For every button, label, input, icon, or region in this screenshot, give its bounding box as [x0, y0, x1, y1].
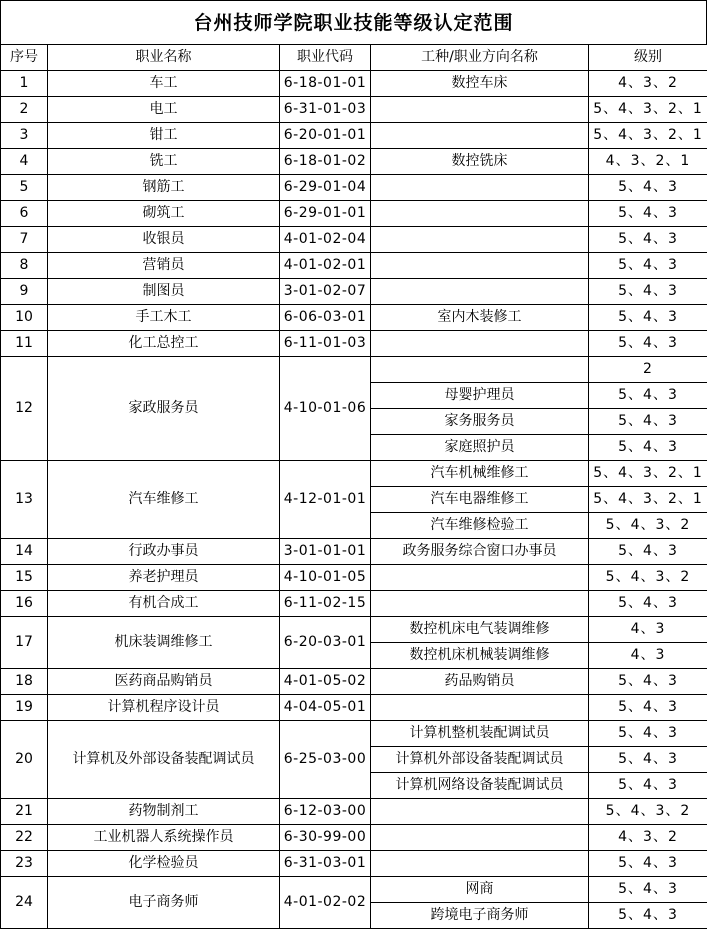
- table-row: [1, 123, 707, 149]
- cell-no: 8: [1, 253, 48, 279]
- cell-direction: 家庭照护员: [371, 435, 589, 461]
- cell-level: 4、3、2: [589, 71, 707, 97]
- cell-level: 5、4、3: [589, 773, 707, 799]
- cell-direction: 药品购销员: [371, 669, 589, 695]
- cell-direction: [371, 825, 589, 851]
- table-row: [1, 591, 707, 617]
- cell-no: 23: [1, 851, 48, 877]
- cell-direction: [371, 253, 589, 279]
- header-code: 职业代码: [280, 45, 371, 71]
- cell-no: 13: [1, 461, 48, 539]
- table-row: [1, 799, 707, 825]
- cell-name: 工业机器人系统操作员: [48, 825, 280, 851]
- cell-level: 5、4、3、2、1: [589, 123, 707, 149]
- cell-direction: [371, 227, 589, 253]
- cell-level: 5、4、3、2、1: [589, 97, 707, 123]
- cell-code: 4-04-05-01: [280, 695, 371, 721]
- cell-name: 电工: [48, 97, 280, 123]
- cell-direction: 计算机网络设备装配调试员: [371, 773, 589, 799]
- cell-no: 14: [1, 539, 48, 565]
- cell-level: 5、4、3: [589, 383, 707, 409]
- header-direction: 工种/职业方向名称: [371, 45, 589, 71]
- table-row: [1, 357, 707, 383]
- cell-direction: [371, 357, 589, 383]
- cell-name: 汽车维修工: [48, 461, 280, 539]
- cell-level: 5、4、3: [589, 201, 707, 227]
- cell-direction: 计算机外部设备装配调试员: [371, 747, 589, 773]
- table-row: [1, 539, 707, 565]
- cell-level: 5、4、3: [589, 175, 707, 201]
- cell-level: 5、4、3: [589, 409, 707, 435]
- cell-level: 2: [589, 357, 707, 383]
- cell-code: 6-20-03-01: [280, 617, 371, 669]
- cell-level: 5、4、3: [589, 227, 707, 253]
- cell-level: 4、3: [589, 617, 707, 643]
- cell-direction: 跨境电子商务师: [371, 903, 589, 929]
- cell-level: 5、4、3: [589, 721, 707, 747]
- table-row: [1, 253, 707, 279]
- cell-code: 6-30-99-00: [280, 825, 371, 851]
- cell-no: 10: [1, 305, 48, 331]
- cell-level: 5、4、3、2、1: [589, 461, 707, 487]
- cell-name: 计算机及外部设备装配调试员: [48, 721, 280, 799]
- cell-no: 3: [1, 123, 48, 149]
- cell-level: 5、4、3: [589, 539, 707, 565]
- cell-direction: 数控机床电气装调维修: [371, 617, 589, 643]
- cell-name: 砌筑工: [48, 201, 280, 227]
- cell-code: 4-01-02-01: [280, 253, 371, 279]
- cell-direction: 政务服务综合窗口办事员: [371, 539, 589, 565]
- cell-direction: [371, 695, 589, 721]
- cell-direction: 汽车维修检验工: [371, 513, 589, 539]
- cell-code: 6-12-03-00: [280, 799, 371, 825]
- cell-direction: 汽车机械维修工: [371, 461, 589, 487]
- cell-code: 6-18-01-01: [280, 71, 371, 97]
- cell-level: 4、3: [589, 643, 707, 669]
- cell-level: 5、4、3: [589, 253, 707, 279]
- cell-direction: 数控铣床: [371, 149, 589, 175]
- cell-code: 6-29-01-01: [280, 201, 371, 227]
- cell-direction: [371, 799, 589, 825]
- cell-code: 6-31-01-03: [280, 97, 371, 123]
- cell-level: 5、4、3: [589, 331, 707, 357]
- cell-level: 5、4、3: [589, 669, 707, 695]
- cell-direction: [371, 591, 589, 617]
- cell-direction: 家务服务员: [371, 409, 589, 435]
- table-row: [1, 565, 707, 591]
- certification-table: [0, 44, 707, 929]
- table-row: [1, 97, 707, 123]
- cell-name: 手工木工: [48, 305, 280, 331]
- cell-name: 钳工: [48, 123, 280, 149]
- cell-name: 收银员: [48, 227, 280, 253]
- cell-no: 5: [1, 175, 48, 201]
- cell-level: 5、4、3: [589, 695, 707, 721]
- cell-level: 5、4、3、2: [589, 565, 707, 591]
- cell-direction: 数控车床: [371, 71, 589, 97]
- cell-code: 4-01-02-02: [280, 877, 371, 929]
- cell-no: 1: [1, 71, 48, 97]
- cell-level: 5、4、3: [589, 877, 707, 903]
- cell-name: 医药商品购销员: [48, 669, 280, 695]
- cell-level: 5、4、3: [589, 305, 707, 331]
- cell-level: 4、3、2、1: [589, 149, 707, 175]
- cell-code: 4-01-02-04: [280, 227, 371, 253]
- cell-no: 22: [1, 825, 48, 851]
- table-row: [1, 669, 707, 695]
- cell-direction: 汽车电器维修工: [371, 487, 589, 513]
- cell-direction: [371, 279, 589, 305]
- cell-name: 铣工: [48, 149, 280, 175]
- cell-level: 5、4、3、2: [589, 513, 707, 539]
- cell-direction: [371, 175, 589, 201]
- cell-name: 家政服务员: [48, 357, 280, 461]
- cell-level: 5、4、3: [589, 279, 707, 305]
- cell-level: 4、3、2: [589, 825, 707, 851]
- cell-code: 4-10-01-06: [280, 357, 371, 461]
- cell-name: 制图员: [48, 279, 280, 305]
- cell-name: 养老护理员: [48, 565, 280, 591]
- cell-no: 24: [1, 877, 48, 929]
- cell-no: 11: [1, 331, 48, 357]
- cell-direction: [371, 97, 589, 123]
- cell-level: 5、4、3: [589, 747, 707, 773]
- cell-no: 12: [1, 357, 48, 461]
- cell-code: 3-01-02-07: [280, 279, 371, 305]
- cell-level: 5、4、3: [589, 435, 707, 461]
- cell-code: 6-11-01-03: [280, 331, 371, 357]
- cell-code: 3-01-01-01: [280, 539, 371, 565]
- cell-level: 5、4、3: [589, 591, 707, 617]
- cell-name: 机床装调维修工: [48, 617, 280, 669]
- cell-level: 5、4、3: [589, 903, 707, 929]
- cell-code: 4-01-05-02: [280, 669, 371, 695]
- cell-no: 16: [1, 591, 48, 617]
- cell-no: 15: [1, 565, 48, 591]
- document-title: 台州技师学院职业技能等级认定范围: [0, 0, 707, 44]
- header-level: 级别: [589, 45, 707, 71]
- cell-direction: 网商: [371, 877, 589, 903]
- table-row: [1, 201, 707, 227]
- table-row: [1, 175, 707, 201]
- cell-direction: 室内木装修工: [371, 305, 589, 331]
- table-row: [1, 227, 707, 253]
- table-row: [1, 71, 707, 97]
- cell-code: 6-31-03-01: [280, 851, 371, 877]
- cell-no: 4: [1, 149, 48, 175]
- cell-no: 21: [1, 799, 48, 825]
- cell-direction: [371, 123, 589, 149]
- cell-level: 5、4、3: [589, 851, 707, 877]
- cell-no: 2: [1, 97, 48, 123]
- table-row: [1, 617, 707, 643]
- cell-name: 化学检验员: [48, 851, 280, 877]
- table-row: [1, 331, 707, 357]
- cell-direction: 母婴护理员: [371, 383, 589, 409]
- cell-name: 钢筋工: [48, 175, 280, 201]
- cell-code: 6-18-01-02: [280, 149, 371, 175]
- cell-name: 营销员: [48, 253, 280, 279]
- cell-code: 6-25-03-00: [280, 721, 371, 799]
- cell-code: 6-06-03-01: [280, 305, 371, 331]
- cell-name: 计算机程序设计员: [48, 695, 280, 721]
- cell-name: 行政办事员: [48, 539, 280, 565]
- table-row: [1, 695, 707, 721]
- cell-direction: [371, 331, 589, 357]
- cell-name: 有机合成工: [48, 591, 280, 617]
- table-body: [1, 71, 707, 929]
- cell-code: 6-29-01-04: [280, 175, 371, 201]
- cell-name: 电子商务师: [48, 877, 280, 929]
- cell-name: 化工总控工: [48, 331, 280, 357]
- cell-no: 19: [1, 695, 48, 721]
- table-row: [1, 279, 707, 305]
- cell-no: 6: [1, 201, 48, 227]
- table-row: [1, 149, 707, 175]
- cell-level: 5、4、3、2: [589, 799, 707, 825]
- cell-code: 4-12-01-01: [280, 461, 371, 539]
- cell-direction: 数控机床机械装调维修: [371, 643, 589, 669]
- cell-code: 4-10-01-05: [280, 565, 371, 591]
- table-row: [1, 877, 707, 903]
- cell-code: 6-11-02-15: [280, 591, 371, 617]
- table-row: [1, 825, 707, 851]
- cell-no: 18: [1, 669, 48, 695]
- cell-direction: [371, 851, 589, 877]
- table-row: [1, 305, 707, 331]
- table-header-row: [1, 45, 707, 71]
- cell-direction: 计算机整机装配调试员: [371, 721, 589, 747]
- cell-no: 9: [1, 279, 48, 305]
- cell-no: 7: [1, 227, 48, 253]
- table-row: [1, 851, 707, 877]
- cell-name: 药物制剂工: [48, 799, 280, 825]
- cell-no: 20: [1, 721, 48, 799]
- cell-direction: [371, 565, 589, 591]
- table-row: [1, 461, 707, 487]
- cell-level: 5、4、3、2、1: [589, 487, 707, 513]
- header-name: 职业名称: [48, 45, 280, 71]
- table-row: [1, 721, 707, 747]
- cell-direction: [371, 201, 589, 227]
- cell-code: 6-20-01-01: [280, 123, 371, 149]
- header-no: 序号: [1, 45, 48, 71]
- cell-no: 17: [1, 617, 48, 669]
- cell-name: 车工: [48, 71, 280, 97]
